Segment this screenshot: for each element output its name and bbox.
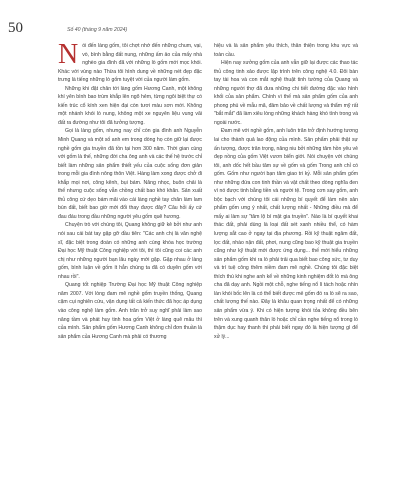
left-column xyxy=(58,39,202,341)
paragraph: Những khi đặt chân tới làng gốm Hương Canh, một không khí yên bình bao trùm khắp lên ngõ hẻm, từng ngôi biệt thự có kiến trúc cổ kính xen hiện đại còn tươi màu sơn mới. Không một nhánh khói lò nung, không một xe nguyên liệu vung vãi đất ra đường như tôi đã tưởng tượng. xyxy=(58,85,202,126)
drop-cap: N xyxy=(58,39,79,70)
paragraph: Chuyện trò với chúng tôi, Quang không giữ kẻ bởi như anh nói sau cái bát tay gặp gỡ đầu tiên: "Các anh chị là văn nghệ sĩ, đặc biệt trong đoàn có những anh cùng khóa học trường Đại học Mỹ thuật Công nghiệp với tôi, thì tôi cũng coi các anh chị như những người bạn lâu ngày mới gặp. Gặp nhau ở làng gốm, bình luận về gốm ít hẳn chúng ta đã có duyên gốm với nhau rồi". xyxy=(58,222,202,280)
paragraph-text: ói đến làng gốm, tôi chợt nhớ đến những chum, vại, vò, bình bằng đất nung, những ấm ảo của mấy nhà nghèo gia đình đã với những lò gốm mới mọc khói. Khác với vùng nào Thừa tôi hình dung về những nét đẹp đặc trưng là tiếng những lò gốm tuyệt vời của người làm gốm. xyxy=(58,43,202,84)
paragraph xyxy=(58,39,202,85)
issue-label: Số 40 (tháng 9 năm 2024) xyxy=(67,27,128,33)
paragraph: Gọi là làng gốm, nhưng nay chỉ còn gia đình anh Nguyễn Minh Quang và một số anh em trong dòng họ còn giữ lại được nghề gốm gia truyền đã tồn tại hơn 300 năm. Thời gian cùng với gốm là thế, những đời cha ông anh và các thế hệ trước chỉ biết làm những sản phẩm thiết yếu của cuộc sống đơn giản trong mỗi gia đình nông thôn Việt. Hàng làm xong được chở đi khắp mọi nơi, công kênh, bụi bám. Năng nhọc, buôn chải là thế nhưng cuộc sống vẫn chồng chất bao khó khăn. Sản xuất thủ công cứ dẹo bám mãi vào cái làng nghề tay chân làm lam bùn đất, biết bao giờ mới đổi thay được đây? Câu hỏi ấy cứ đau đáu trong đầu những người yêu gốm quê hương. xyxy=(58,128,202,220)
paragraph: Đam mê với nghề gốm, anh luôn trăn trở định hướng tương lai cho thành quả lao động của mình. Sản phẩm phải thật sự ấn tượng, được trân trọng, nâng niu bởi những tâm hồn yêu vẻ đẹp nồng của gốm Việt vươn biển giới. Nói chuyện với chúng tôi, anh dốc hết bầu tâm sự về gốm và gốm Trong anh chỉ có gốm. Gốm như người bạn tâm giao tri kỷ. Mỗi sản phẩm gốm như những đứa con tinh thần và vật chất theo dòng nghĩa đen vì nó được tinh bằng tiền và người tệ. Trong cơn say gốm, anh bộc bạch với chúng tôi cái những bí quyết để làm nên sản phẩm gốm ưng ý nhất, chất lượng nhất - Những điều mà để mấy ai làm sự "tâm lộ bí mật gia truyền". Nào là bí quyết khai thác đất, phải dùng là loại đất sét xanh nhiều thể, có hàm lượng sắt cao ở ngay tại địa phương. Rồi kỹ thuật ngâm đất, lọc đất, nhào nặn đất, phơi, nung cũng bao kỹ thuật gia truyền cũng như kỹ thuật mới được ứng dụng... thế mới hiểu những sản phẩm gốm khi ra lò phải trải qua biết bao công sức, tư duy và trí tuệ công thêm niềm đam mê nghề. Chúng tôi đặc biệt thích thú khi nghe anh kể về những kinh nghiệm đốt lò mà ông cha đã dạy anh. Ngồi một chỗ, nghe tiếng nổ lì tách hoặc nhìn làn khói bốc lên là có thể biết được mẻ gốm đó ra lò sẽ ra sao, chất lượng thế nào. Đây là khâu quan trọng nhất để có những sản phẩm vừa ý. Khi có hiện tượng khói tỏa không đều bên trên và xung quanh thân lò hoặc chỉ cần nghe tiếng nổ trong lò thậm dục hay thanh thì phải biết ngay đó là hiện tượng gì để xử lý... xyxy=(214,128,358,340)
page-number: 50 xyxy=(8,20,23,36)
paragraph: Hiện nay xưởng gốm của anh vẫn giữ lại được các thao tác thủ công tinh xảo được lập trình trên công nghệ 4.0. Đôi bàn tay tài hoa và con mắt nghệ thuật tinh tường của Quang và những người thợ đã đưa những chi tiết đường đặc vào hình khối của sản phẩm. Chính vì thế mà sản phẩm gốm của anh phong phú về mẫu mã, đảm bảo về chất lượng và thẩm mỹ rất "bắt mắt" đã làm xiêu lòng những khách hàng khó tính trong và ngoài nước. xyxy=(214,60,358,126)
paragraph: Quang tốt nghiệp Trường Đại học Mỹ thuật Công nghiệp năm 2007. Với lòng đam mê nghề gốm truyền thống, Quang cặm cụi nghiên cứu, vận dụng tất cả kiến thức đã học áp dụng vào công nghệ làm gốm. Anh trăn trở suy nghĩ phải làm sao nâng tầm và phát huy tinh hoa gốm Việt ở làng quê mâu thì của mình. Sản phẩm gốm Hương Canh không chỉ đơn thuần là sản phẩm của Hương Canh mà phải có thương xyxy=(58,282,202,340)
paragraph: hiệu và là sản phẩm yêu thích, thân thiện trong khu vực và toàn cầu. xyxy=(214,43,358,58)
right-column xyxy=(214,42,358,341)
